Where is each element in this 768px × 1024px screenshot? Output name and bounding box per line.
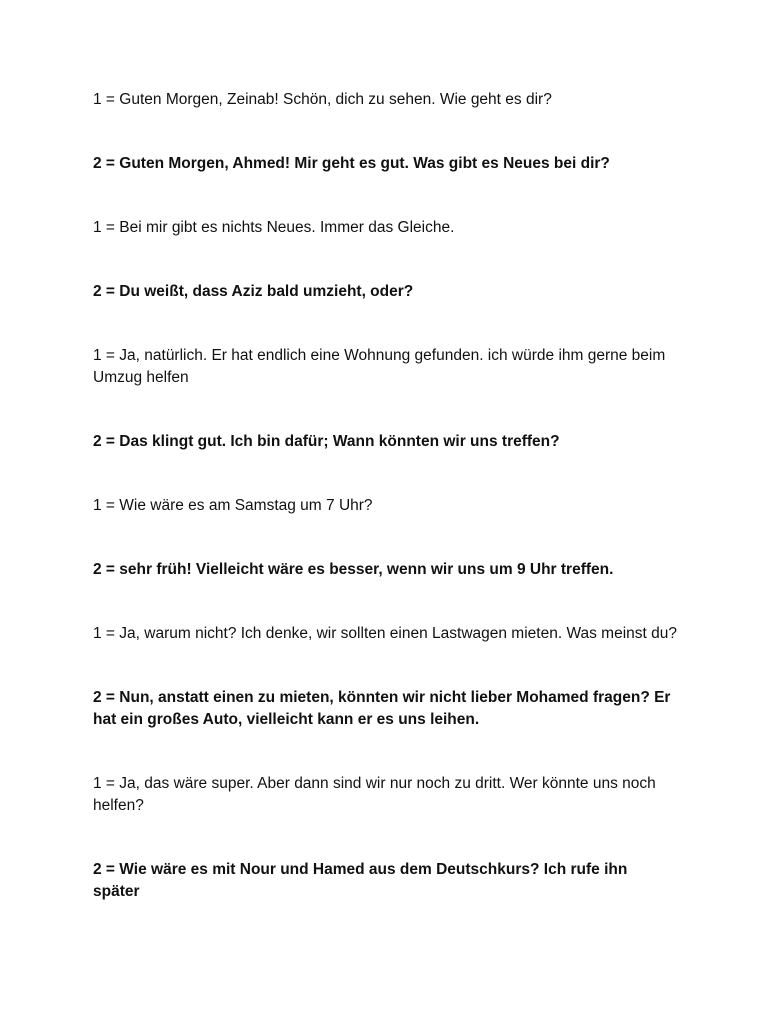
dialogue-line-7: 1 = Wie wäre es am Samstag um 7 Uhr?: [93, 497, 373, 514]
dialogue-line-2: 2 = Guten Morgen, Ahmed! Mir geht es gut. Was gibt es Neues bei dir?: [93, 155, 610, 172]
dialogue-line-11: 1 = Ja, das wäre super. Aber dann sind wir nur noch zu dritt. Wer könnte uns noch helfen?: [93, 775, 656, 814]
dialogue-line-6: 2 = Das klingt gut. Ich bin dafür; Wann könnten wir uns treffen?: [93, 433, 560, 450]
dialogue-line-1: 1 = Guten Morgen, Zeinab! Schön, dich zu sehen. Wie geht es dir?: [93, 91, 552, 108]
document-page: [93, 89, 678, 903]
dialogue-line-12: 2 = Wie wäre es mit Nour und Hamed aus dem Deutschkurs? Ich rufe ihn später: [93, 861, 628, 900]
dialogue-line-4: 2 = Du weißt, dass Aziz bald umzieht, oder?: [93, 283, 414, 300]
dialogue-line-3: 1 = Bei mir gibt es nichts Neues. Immer das Gleiche.: [93, 219, 455, 236]
dialogue-line-8: 2 = sehr früh! Vielleicht wäre es besser, wenn wir uns um 9 Uhr treffen.: [93, 561, 614, 578]
dialogue-line-10: 2 = Nun, anstatt einen zu mieten, könnten wir nicht lieber Mohamed fragen? Er hat ein großes Auto, vielleicht kann er es uns leihen.: [93, 689, 671, 728]
dialogue-line-5: 1 = Ja, natürlich. Er hat endlich eine Wohnung gefunden. ich würde ihm gerne beim Umzug helfen: [93, 347, 666, 386]
dialogue-line-9: 1 = Ja, warum nicht? Ich denke, wir sollten einen Lastwagen mieten. Was meinst du?: [93, 625, 677, 642]
